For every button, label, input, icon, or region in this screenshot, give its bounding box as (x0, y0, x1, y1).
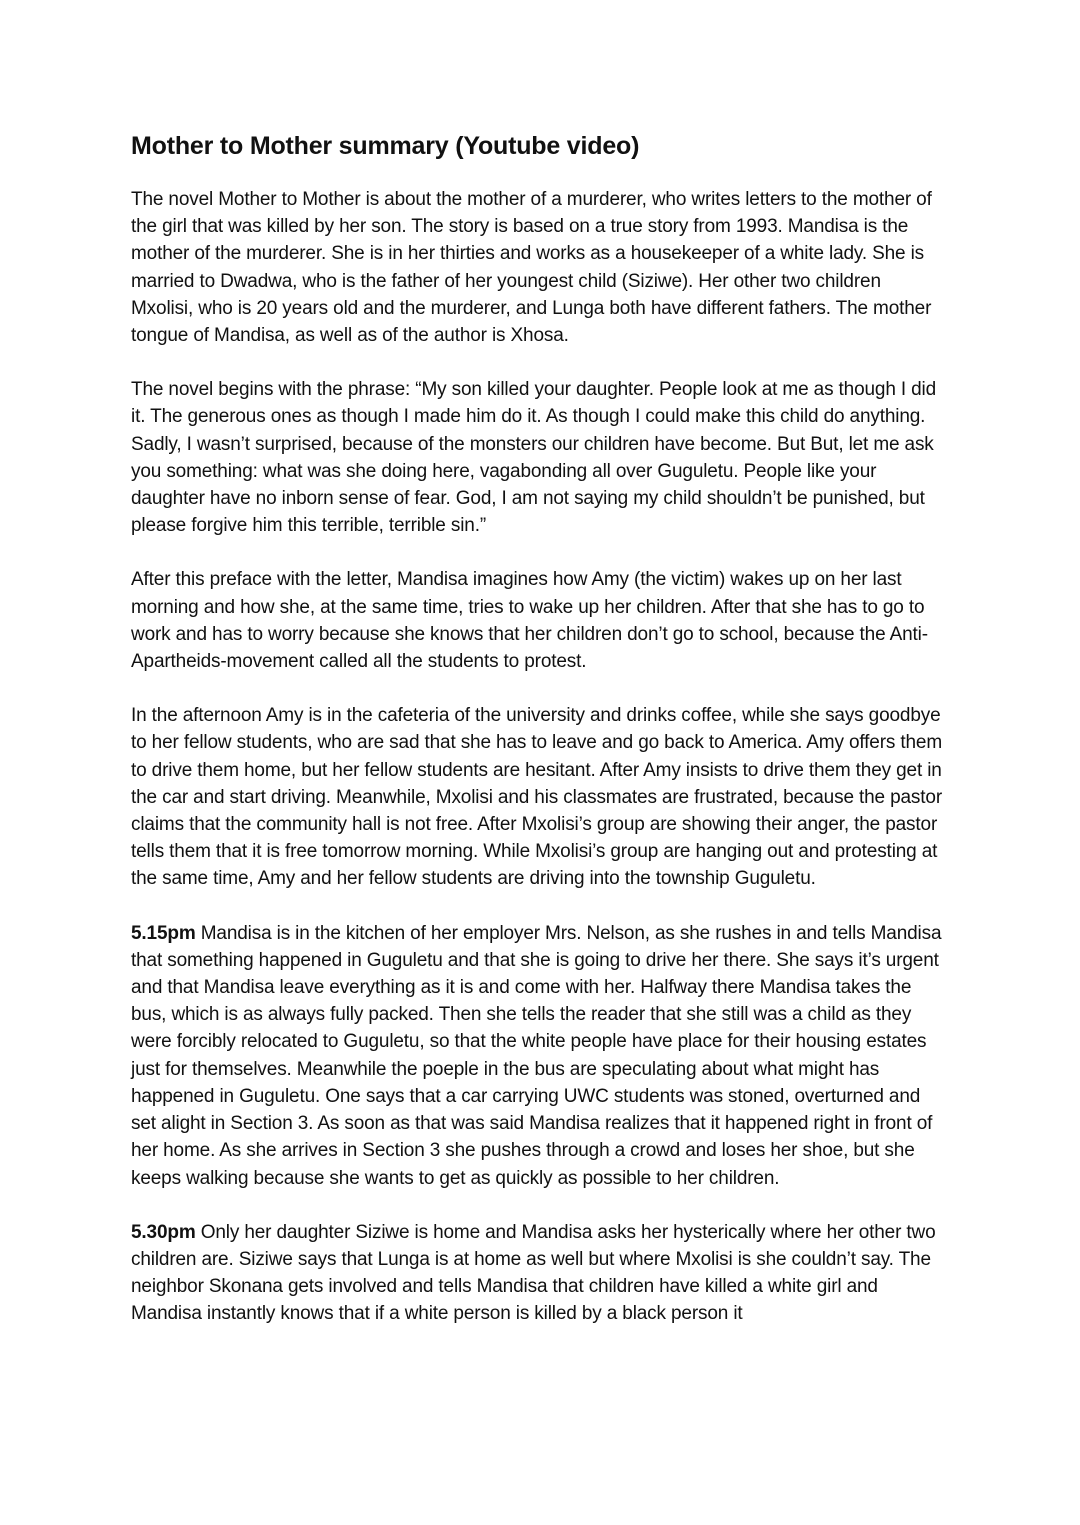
paragraph-opening-letter (131, 376, 948, 539)
time-label-530pm: 5.30pm (131, 1221, 196, 1243)
document-title: Mother to Mother summary (Youtube video) (131, 132, 640, 160)
paragraph-morning (131, 566, 948, 675)
paragraph-text: After this preface with the letter, Mandisa imagines how Amy (the victim) wakes up on her last morning and how she, at the same time, tries to wake up her children. After that she has to go to work and has to worry because she knows that her children don’t go to school, because the Anti-Apartheids-movement called all the students to protest. (131, 569, 928, 673)
paragraph-text: In the afternoon Amy is in the cafeteria of the university and drinks coffee, while she says goodbye to her fellow students, who are sad that she has to leave and go back to America. Amy offers them to drive them home, but her fellow students are hesitant. After Amy insists to drive them they get in the car and start driving. Meanwhile, Mxolisi and his classmates are frustrated, because the pastor claims that the community hall is not free. After Mxolisi’s group are showing their anger, the pastor tells them that it is free tomorrow morning. While Mxolisi’s group are hanging out and protesting at the same time, Amy and her fellow students are driving into the township Guguletu. (131, 705, 943, 890)
paragraph-text: Only her daughter Siziwe is home and Mandisa asks her hysterically where her other two children are. Siziwe says that Lunga is at home as well but where Mxolisi is she couldn’t say. The neighbor Skonana gets involved and tells Mandisa that children have killed a white girl and Mandisa instantly knows that if a white person is killed by a black person it (131, 1221, 936, 1325)
paragraph-text: Mandisa is in the kitchen of her employer Mrs. Nelson, as she rushes in and tells Mandisa that something happened in Guguletu and that she is going to drive her there. She says it’s urgent and that Mandisa leave everything as it is and come with her. Halfway there Mandisa takes the bus, which is as always fully packed. Then she tells the reader that she still was a child as they were forcibly relocated to Guguletu, so that the white people have place for their housing estates just for themselves. Meanwhile the poeple in the bus are speculating about what might has happened in Guguletu. One says that a car carrying UWC students was stoned, overturned and set alight in Section 3. As soon as that was said Mandisa realizes that it happened right in front of her home. As she arrives in Section 3 she pushes through a crowd and loses her shoe, but she keeps walking because she wants to get as quickly as possible to her children. (131, 922, 942, 1189)
paragraph-text: The novel begins with the phrase: “My son killed your daughter. People look at me as though I did it. The generous ones as though I made him do it. As though I could make this child do anything. Sadly, I wasn’t surprised, because of the monsters our children have become. But But, let me ask you something: what was she doing here, vagabonding all over Guguletu. People like your daughter have no inborn sense of fear. God, I am not saying my child shouldn’t be punished, but please forgive him this terrible, terrible sin.” (131, 379, 937, 537)
paragraph-intro (131, 186, 948, 349)
document-body (131, 186, 948, 1328)
paragraph-515pm (131, 920, 948, 1192)
paragraph-530pm (131, 1219, 948, 1328)
time-label-515pm: 5.15pm (131, 922, 196, 944)
paragraph-text: The novel Mother to Mother is about the mother of a murderer, who writes letters to the mother of the girl that was killed by her son. The story is based on a true story from 1993. Mandisa is the mother of the murderer. She is in her thirties and works as a housekeeper of a white lady. She is married to Dwadwa, who is the father of her youngest child (Siziwe). Her other two children Mxolisi, who is 20 years old and the murderer, and Lunga both have different fathers. The mother tongue of Mandisa, as well as of the author is Xhosa. (131, 189, 932, 347)
paragraph-afternoon (131, 702, 948, 892)
